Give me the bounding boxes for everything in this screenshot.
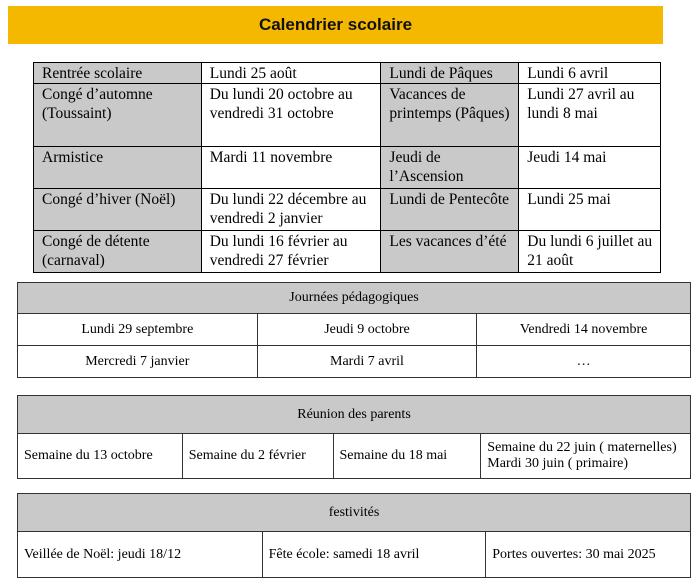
event-cell: Jeudi de l’Ascension (381, 147, 519, 189)
date-cell: Lundi 27 avril au lundi 8 mai (519, 84, 661, 147)
reunion-cell: Semaine du 13 octobre (18, 434, 183, 479)
date-cell: Lundi 25 août (201, 63, 381, 84)
table-row (34, 63, 661, 84)
date-cell: Du lundi 22 décembre au vendredi 2 janvier (201, 189, 381, 231)
table-row (18, 532, 691, 578)
journees-pedagogiques-table (17, 282, 691, 378)
date-cell: Lundi 6 avril (519, 63, 661, 84)
festivite-cell: Portes ouvertes: 30 mai 2025 (486, 532, 691, 578)
journee-cell: Mardi 7 avril (257, 346, 477, 378)
journee-cell: Mercredi 7 janvier (18, 346, 258, 378)
table-row (18, 434, 691, 479)
event-cell: Vacances de printemps (Pâques) (381, 84, 519, 147)
journee-cell: … (477, 346, 691, 378)
table-row (34, 189, 661, 231)
date-cell: Jeudi 14 mai (519, 147, 661, 189)
reunion-parents-table (17, 395, 691, 479)
event-cell: Rentrée scolaire (34, 63, 202, 84)
table-row (34, 147, 661, 189)
page-title: Calendrier scolaire (258, 15, 413, 34)
reunion-cell: Semaine du 2 février (182, 434, 333, 479)
festivite-cell: Fête école: samedi 18 avril (262, 532, 486, 578)
journee-cell: Lundi 29 septembre (18, 314, 258, 346)
event-cell: Congé d’automne (Toussaint) (34, 84, 202, 147)
date-cell: Du lundi 20 octobre au vendredi 31 octobre (201, 84, 381, 147)
date-cell: Du lundi 6 juillet au 21 août (519, 231, 661, 273)
event-cell: Armistice (34, 147, 202, 189)
reunion-line: Mardi 30 juin ( primaire) (487, 456, 629, 471)
event-cell: Lundi de Pâques (381, 63, 519, 84)
table-row (34, 231, 661, 273)
festivites-header: festivités (18, 494, 691, 532)
reunion-cell: Semaine du 18 mai (333, 434, 481, 479)
event-cell: Les vacances d’été (381, 231, 519, 273)
date-cell: Du lundi 16 février au vendredi 27 février (201, 231, 381, 273)
journee-cell: Vendredi 14 novembre (477, 314, 691, 346)
journee-cell: Jeudi 9 octobre (257, 314, 477, 346)
calendar-table (33, 62, 661, 273)
table-row (34, 84, 661, 147)
festivite-cell: Veillée de Noël: jeudi 18/12 (18, 532, 263, 578)
reunion-cell-last (481, 434, 691, 479)
title-banner (8, 6, 663, 44)
reunion-line: Semaine du 22 juin ( maternelles) (487, 440, 677, 455)
reunion-header: Réunion des parents (18, 396, 691, 434)
event-cell: Congé d’hiver (Noël) (34, 189, 202, 231)
event-cell: Lundi de Pentecôte (381, 189, 519, 231)
table-row (18, 346, 691, 378)
date-cell: Mardi 11 novembre (201, 147, 381, 189)
festivites-table (17, 493, 691, 578)
date-cell: Lundi 25 mai (519, 189, 661, 231)
table-row (18, 314, 691, 346)
event-cell: Congé de détente (carnaval) (34, 231, 202, 273)
journees-header: Journées pédagogiques (18, 283, 691, 314)
